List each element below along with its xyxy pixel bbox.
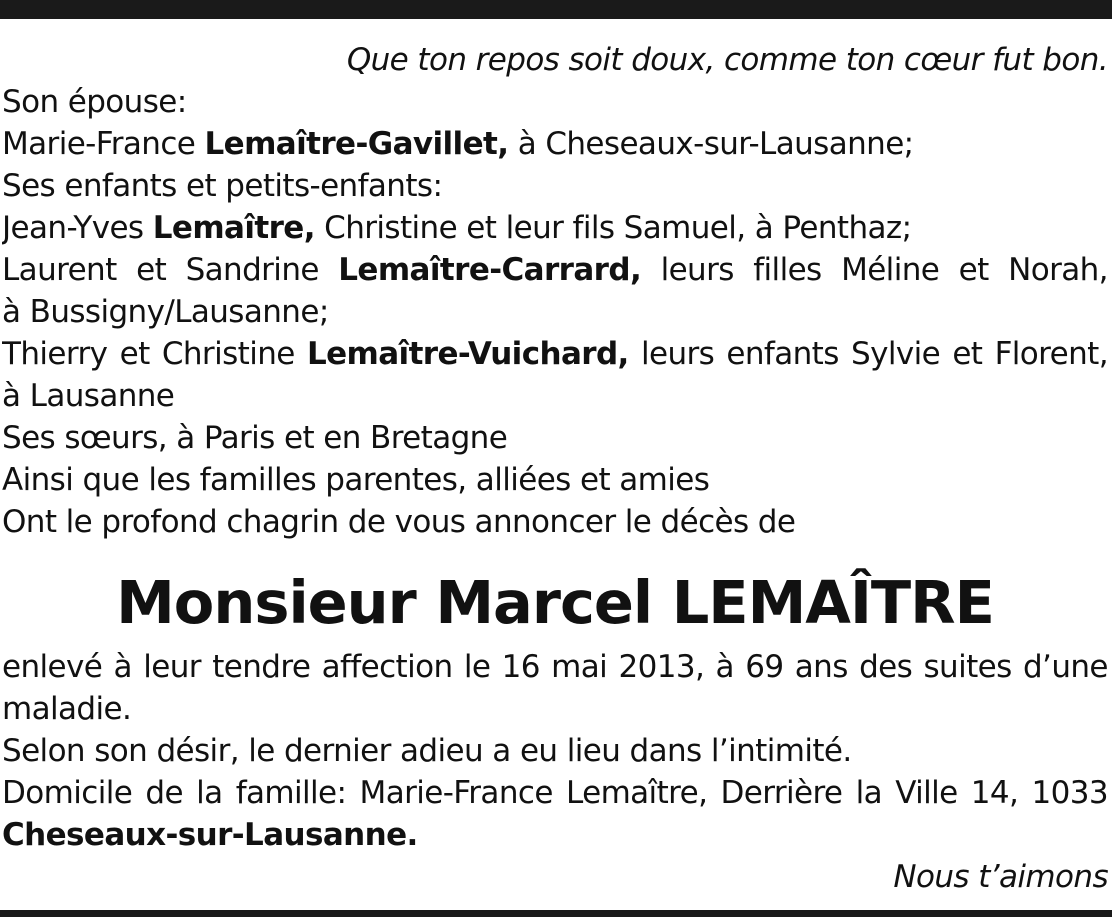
epigraph: Que ton repos soit doux, comme ton cœur fut bon. [346,42,1108,78]
domicile-word: Lemaître, [565,775,708,811]
spouse-label: Son épouse: [2,84,187,120]
details-word: affection [321,649,453,685]
details-word: 16 [501,649,540,685]
child-3-word: leurs [640,336,715,372]
child-3-surname: Lemaître-Vuichard, [306,336,629,372]
domicile-line [2,772,1108,814]
child-1-line [2,207,1108,249]
details-end: maladie. [2,691,132,727]
child-3-word: enfants [726,336,839,372]
child-1-family: Christine et leur fils Samuel, à Penthaz; [324,210,912,246]
domicile-town: Cheseaux-sur-Lausanne. [2,817,418,853]
child-1-first-name: Jean-Yves [2,210,144,246]
details-word: 2013, [618,649,705,685]
families-line: Ainsi que les familles parentes, alliées et amies [2,462,710,498]
domicile-word: Derrière [720,775,843,811]
domicile-word: la [196,775,223,811]
child-2-word: Sandrine [185,252,319,288]
details-word: mai [551,649,608,685]
details-word: ans [794,649,848,685]
child-3-word: Thierry [2,336,108,372]
sisters-line: Ses sœurs, à Paris et en Bretagne [2,420,508,456]
domicile-word: famille: [235,775,347,811]
child-2-surname: Lemaître-Carrard, [338,252,642,288]
wish-line: Selon son désir, le dernier adieu a eu lieu dans l’intimité. [2,733,852,769]
spouse-line [2,123,1108,165]
domicile-word: Ville [895,775,958,811]
deceased-name: Monsieur Marcel LEMAÎTRE [116,568,994,637]
closing-line: Nous t’aimons [893,859,1108,895]
domicile-word: Domicile [2,775,133,811]
details-word: 69 [745,649,784,685]
domicile-word: 1033 [1031,775,1108,811]
child-2-word: Laurent [2,252,117,288]
obituary-notice [2,39,1108,898]
child-2-line [2,249,1108,291]
domicile-town-line [2,814,1108,856]
details-word: enlevé [2,649,103,685]
details-word: leur [143,649,201,685]
child-2-place: à Bussigny/Lausanne; [2,294,329,330]
spouse-first-name: Marie-France [2,126,196,162]
spouse-place: à Cheseaux-sur-Lausanne; [517,126,914,162]
details-word: d’une [1022,649,1108,685]
spouse-surname: Lemaître-Gavillet, [204,126,509,162]
child-3-word: et [119,336,150,372]
child-3-word: Sylvie [851,336,941,372]
top-border-rule [0,0,1112,19]
announcement-line: Ont le profond chagrin de vous annoncer le décès de [2,504,796,540]
child-3-word: et [952,336,983,372]
child-2-word: filles [753,252,822,288]
child-3-word: Christine [161,336,295,372]
child-2-word: et [136,252,167,288]
details-word: à [113,649,132,685]
child-1-surname: Lemaître, [152,210,315,246]
domicile-word: Marie-France [359,775,553,811]
child-3-line [2,333,1108,375]
bottom-border-rule [0,910,1112,917]
details-word: suites [923,649,1012,685]
details-word: à [715,649,734,685]
details-word: tendre [212,649,311,685]
domicile-word: la [855,775,883,811]
child-3-place: à Lausanne [2,378,175,414]
child-2-word: et [958,252,989,288]
details-word: le [463,649,491,685]
details-line [2,646,1108,688]
child-2-word: Norah, [1008,252,1108,288]
domicile-word: 14, [970,775,1019,811]
child-3-word: Florent, [994,336,1108,372]
child-2-word: Méline [841,252,940,288]
domicile-word: de [145,775,183,811]
child-2-word: leurs [660,252,734,288]
details-word: des [859,649,913,685]
children-label: Ses enfants et petits-enfants: [2,168,443,204]
